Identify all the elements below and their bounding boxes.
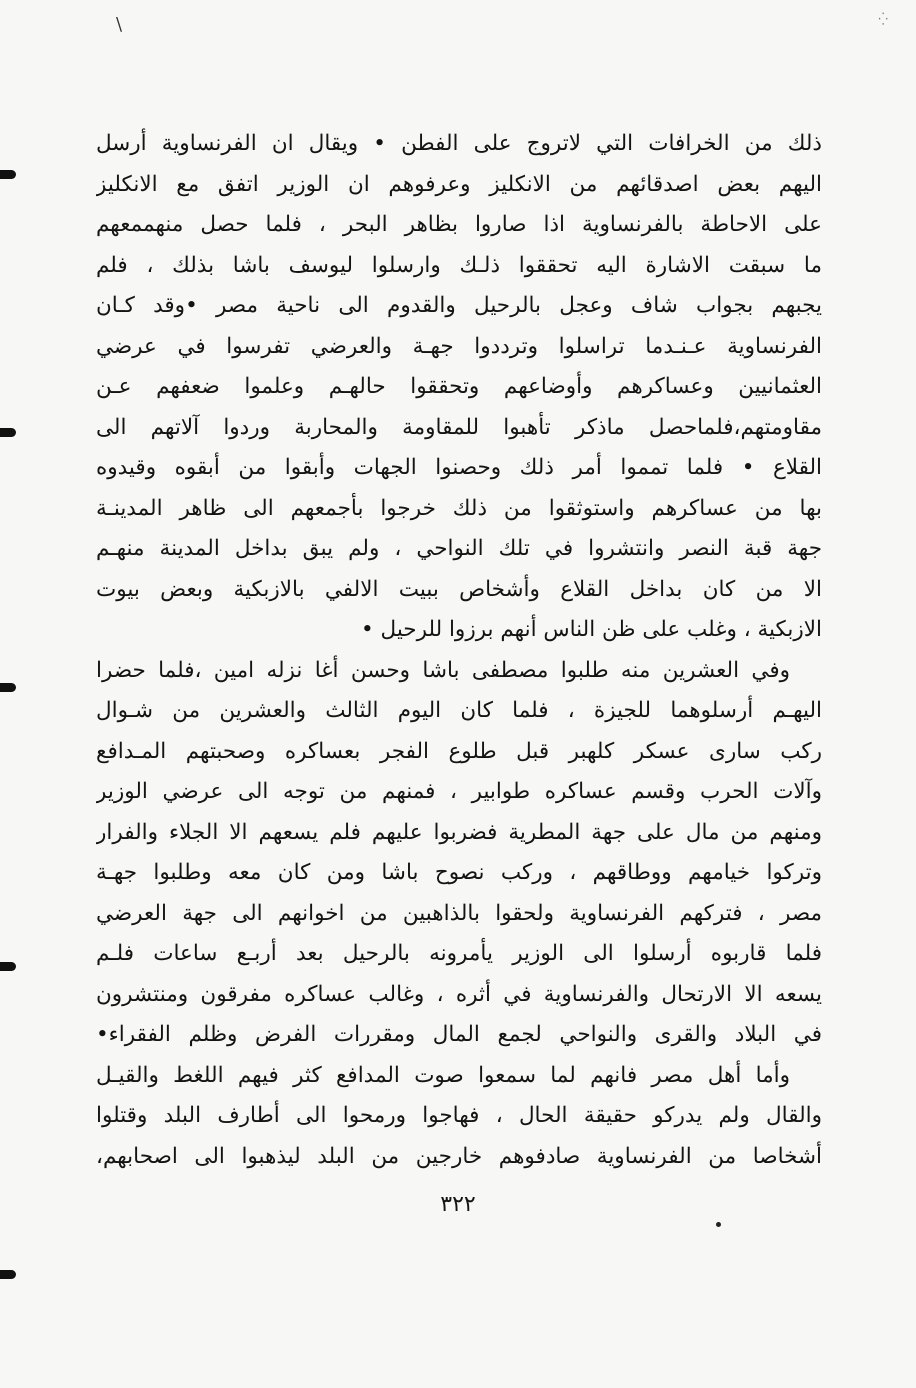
- binding-mark: [0, 1270, 16, 1279]
- text-line: ذلك من الخرافات التي لاتروج على الفطن • ويقال ان الفرنساوية أرسل: [96, 131, 822, 156]
- text-line: وتركوا خيامهم ووطاقهم ، وركب نصوح باشا ومن كان معه وطلبوا جهـة: [96, 860, 822, 885]
- text-line: مصر ، فتركهم الفرنساوية ولحقوا بالذاهبين من اخوانهم الى جهة العرضي: [96, 900, 822, 926]
- text-line: على الاحاطة بالفرنساوية اذا صاروا بظاهر البحر ، فلما حصل منهممعهم: [96, 212, 822, 237]
- text-line: القلاع • فلما تمموا أمر ذلك وحصنوا الجهات وأبقوا من أبقوه وقيدوه: [96, 455, 822, 480]
- text-line: ركب سارى عسكر كلهبر قبل طلوع الفجر بعساكره وصحبتهم المـدافع: [96, 738, 822, 764]
- text-line: مقاومتهم،فلماحصل ماذكر تأهبوا للمقاومة والمحاربة وردوا آلاتهم الى: [96, 414, 822, 440]
- text-line: ما سبقت الاشارة اليه تحققوا ذلـك وارسلوا ليوسف باشا بذلك ، فلم: [96, 252, 822, 278]
- text-line: يجبهم بجواب شاف وعجل بالرحيل والقدوم الى ناحية مصر •وقد كـان: [96, 293, 822, 318]
- text-line: يسعه الا الارتحال والفرنساوية في أثره ، وغالب عساكره مفرقون ومنتشرون: [96, 981, 822, 1007]
- text-line: وأما أهل مصر فانهم لما سمعوا صوت المدافع كثر فيهم اللغط والقيـل: [96, 1062, 790, 1088]
- binding-mark: [0, 683, 16, 692]
- text-line: الا من كان بداخل القلاع وأشخاص ببيت الالفي بالازبكية وبعض بيوت: [96, 576, 822, 602]
- body-text: [96, 124, 822, 1177]
- binding-mark: [0, 170, 16, 179]
- binding-mark: [0, 428, 16, 437]
- page-number: ٣٢٢: [440, 1192, 476, 1217]
- top-mark: \: [116, 14, 123, 35]
- text-line: جهة قبة النصر وانتشروا في تلك النواحي ، ولم يبق بداخل المدينة منهـم: [96, 536, 822, 561]
- corner-speck: ⁛: [878, 12, 888, 26]
- text-line: فلما قاربوه أرسلوا الى الوزير يأمرونه بالرحيل بعد أربـع ساعات فلـم: [96, 941, 822, 966]
- binding-mark: [0, 962, 16, 971]
- text-line: وآلات الحرب وقسم عساكره طوابير ، فمنهم من توجه الى عرضي الوزير: [96, 779, 822, 804]
- text-line: والقال ولم يدركو حقيقة الحال ، فهاجوا ورمحوا الى أطارف البلد وقتلوا: [96, 1103, 822, 1128]
- text-line: الفرنساوية عـنـدما تراسلوا وترددوا جهـة والعرضي تفرسوا في عرضي: [96, 333, 822, 359]
- text-line: في البلاد والقرى والنواحي لجمع المال ومقررات الفرض وظلم الفقراء•: [96, 1022, 822, 1047]
- text-line: أشخاصا من الفرنساوية صادفوهم خارجين من البلد ليذهبوا الى اصحابهم،: [96, 1143, 822, 1169]
- ink-dot: [716, 1222, 721, 1227]
- text-line: بها من عساكرهم واستوثقوا من ذلك خرجوا بأجمعهم الى ظاهر المدينـة: [96, 495, 822, 521]
- text-line: ومنهم من مال على جهة المطرية فضربوا عليهم فلم يسعهم الا الجلاء والفرار: [96, 819, 822, 845]
- text-line: وفي العشرين منه طلبوا مصطفى باشا وحسن أغا نزله امين ،فلما حضرا: [96, 657, 790, 683]
- text-line: اليهـم أرسلوهما للجيزة ، فلما كان اليوم الثالث والعشرين من شـوال: [96, 698, 822, 723]
- text-line: اليهم بعض اصدقائهم من الانكليز وعرفوهم ان الوزير اتفق مع الانكليز: [96, 171, 822, 197]
- text-line: العثمانيين وعساكرهم وأوضاعهم وتحققوا حالهـم وعلموا ضعفهم عـن: [96, 374, 822, 399]
- text-line: الازبكية ، وغلب على ظن الناس أنهم برزوا للرحيل •: [361, 617, 822, 642]
